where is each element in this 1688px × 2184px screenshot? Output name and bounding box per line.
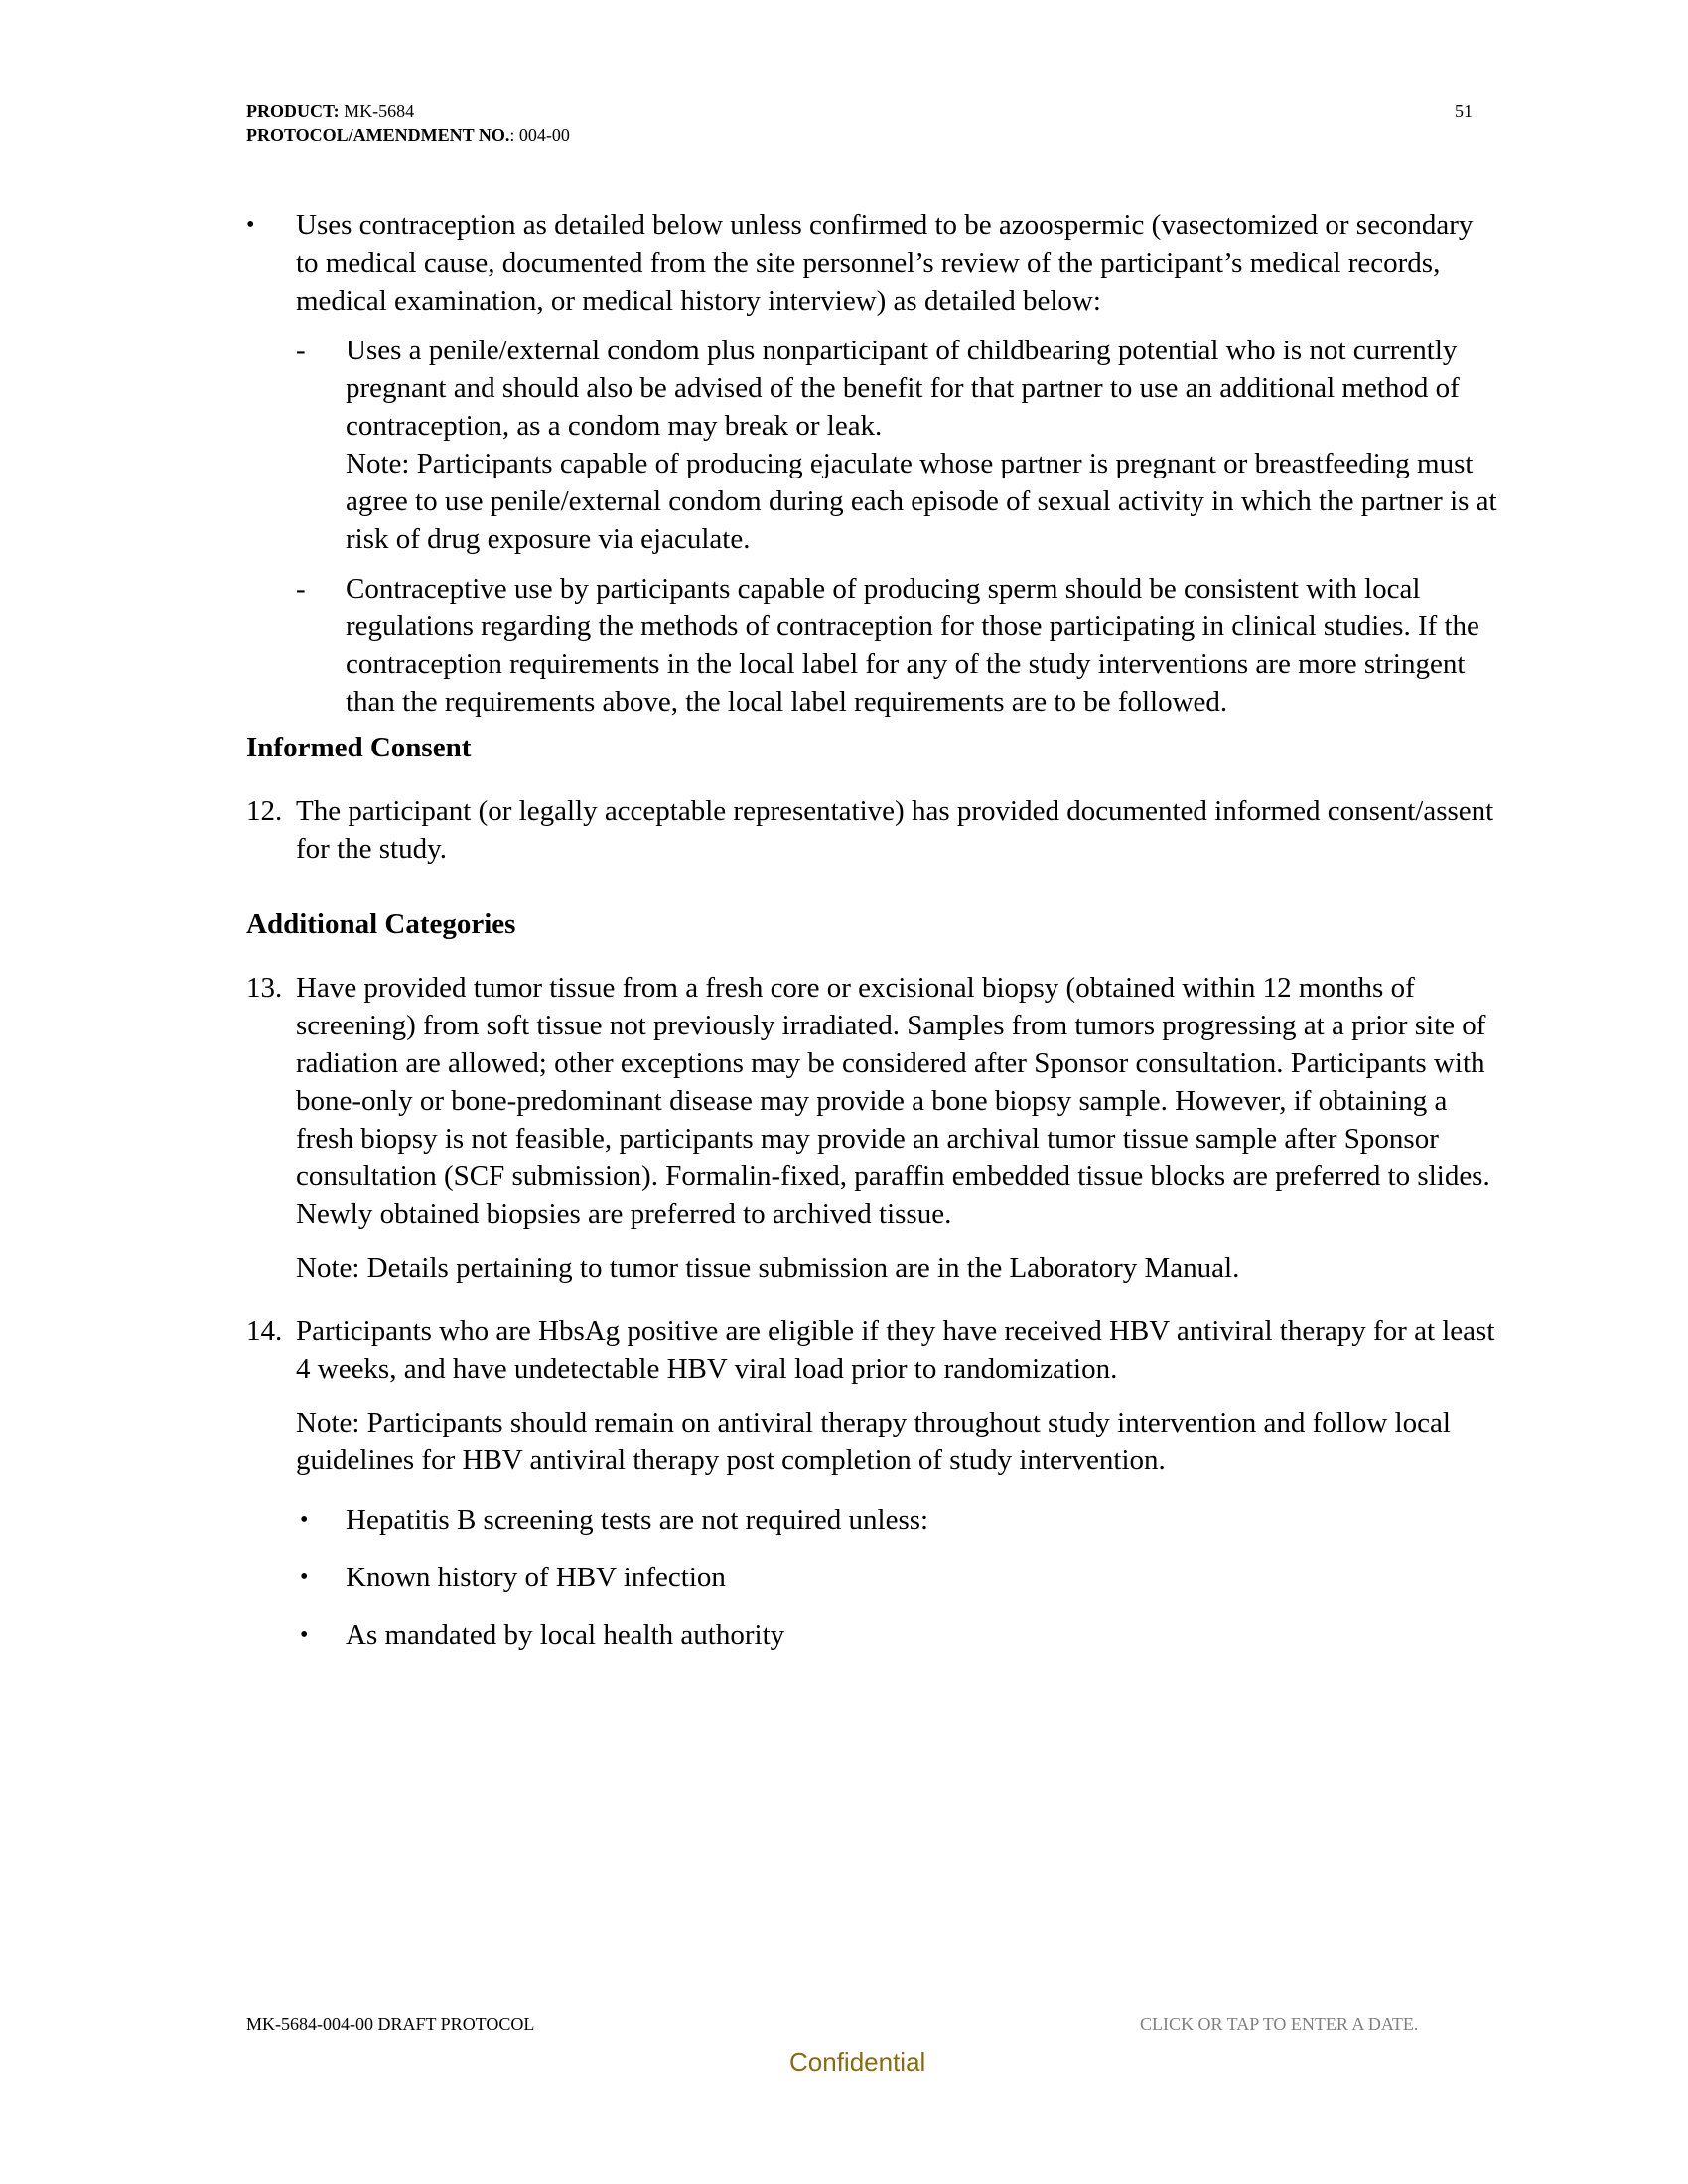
hbv-bullet [246, 1501, 1497, 1539]
section-heading-additional-categories: Additional Categories [246, 908, 516, 940]
dash-icon: - [296, 335, 306, 366]
page-number: 51 [1455, 101, 1473, 121]
protocol-label: PROTOCOL/AMENDMENT NO. [246, 125, 510, 145]
criterion-13 [246, 969, 1497, 1233]
hbv-bullet-text: As mandated by local health authority [346, 1619, 785, 1651]
hbv-bullet [246, 1559, 1497, 1596]
page-header [246, 99, 570, 147]
bullet-icon: • [246, 212, 255, 238]
bullet-text: Uses contraception as detailed below unless confirmed to be azoospermic (vasectomized or secondary to medical cause, documented from the site personnel’s review of the participant’s medical records, medical examination, or medical history interview) as detailed below: [296, 209, 1474, 317]
protocol-value: : 004-00 [509, 125, 570, 145]
criterion-12 [246, 792, 1497, 868]
product-label: PRODUCT: [246, 101, 340, 121]
section-heading-informed-consent: Informed Consent [246, 732, 472, 763]
product-line [246, 99, 570, 123]
criterion-number: 14. [246, 1315, 283, 1347]
bullet-icon: • [300, 1622, 309, 1648]
sub-item-text: Uses a penile/external condom plus nonparticipant of childbearing potential who is not currently pregnant and should also be advised of the benefit for that partner to use an additional method of contraception, as a condom may break or leak. [346, 335, 1460, 442]
criterion-number: 12. [246, 795, 283, 827]
criterion-14 [246, 1312, 1497, 1388]
dash-icon: - [296, 573, 306, 605]
confidential-label: Confidential [789, 2047, 926, 2077]
criterion-text: Have provided tumor tissue from a fresh core or excisional biopsy (obtained within 12 months of screening) from soft tissue not previously irradiated. Samples from tumors progressing at a prior site of radiation are allowed; other exceptions may be considered after Sponsor consultation. Participants with bone-only or bone-predominant disease may provide a bone biopsy sample. However, if obtaining a fresh biopsy is not feasible, participants may provide an archival tumor tissue sample after Sponsor consultation (SCF submission). Formalin-fixed, paraffin embedded tissue blocks are preferred to slides. Newly obtained biopsies are preferred to archived tissue. [296, 972, 1490, 1230]
criterion-text: The participant (or legally acceptable representative) has provided documented informed consent/assent for the study. [296, 795, 1494, 865]
sub-item-local-regulations [246, 570, 1497, 721]
criterion-number: 13. [246, 972, 283, 1004]
criterion-13-note: Note: Details pertaining to tumor tissue submission are in the Laboratory Manual. [296, 1252, 1240, 1284]
document-body [246, 206, 1497, 1654]
date-placeholder-field[interactable]: CLICK OR TAP TO ENTER A DATE. [1140, 2014, 1419, 2034]
sub-item-condom [246, 332, 1497, 558]
hbv-bullet-text: Hepatitis B screening tests are not required unless: [346, 1504, 929, 1536]
protocol-line [246, 123, 570, 147]
bullet-icon: • [300, 1507, 309, 1533]
footer-doc-id: MK-5684-004-00 DRAFT PROTOCOL [246, 2014, 535, 2034]
product-value: MK-5684 [344, 101, 415, 121]
criterion-text: Participants who are HbsAg positive are eligible if they have received HBV antiviral therapy for at least 4 weeks, and have undetectable HBV viral load prior to randomization. [296, 1315, 1495, 1385]
criterion-14-note: Note: Participants should remain on antiviral therapy throughout study intervention and follow local guidelines for HBV antiviral therapy post completion of study intervention. [296, 1407, 1451, 1476]
sub-item-text: Contraceptive use by participants capable of producing sperm should be consistent with local regulations regarding the methods of contraception for those participating in clinical studies. If the contraception requirements in the local label for any of the study interventions are more stringent than the requirements above, the local label requirements are to be followed. [346, 573, 1479, 718]
sub-item-note: Note: Participants capable of producing ejaculate whose partner is pregnant or breastfeeding must agree to use penile/external condom during each episode of sexual activity in which the partner is at risk of drug exposure via ejaculate. [346, 448, 1497, 555]
bullet-icon: • [300, 1565, 309, 1590]
bullet-contraception [246, 206, 1497, 320]
hbv-bullet-text: Known history of HBV infection [346, 1562, 726, 1593]
hbv-bullet [246, 1616, 1497, 1654]
